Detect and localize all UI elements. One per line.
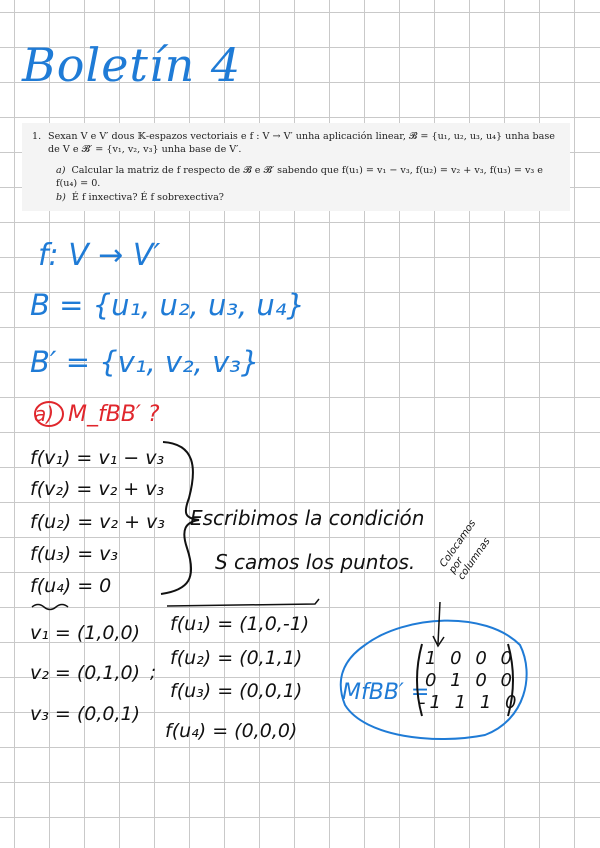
matrix-label: MfBB′ = [342, 680, 430, 705]
condition-1: f(v₁) = v₁ − v₃ [30, 447, 165, 469]
wavy-underline-icon [30, 601, 70, 613]
problem-text: Sexan V e V′ dous 𝕂-espazos vectoriais e f : V → V′ unha aplicación linear, 𝓑 = {u₁, u₂, u₃, u₄} unha base de V e 𝓑′ = {v₁, v₂, v₃} unha base de V′. [48, 131, 555, 155]
part-b-text: É f inxectiva? É f sobrexectiva? [71, 192, 224, 203]
problem-number: 1. [32, 131, 42, 142]
basis-b-prime: B′ = {v₁, v₂, v₃} [30, 345, 260, 379]
problem-statement [22, 123, 570, 211]
annotation-note: Colocamos por columnas [438, 518, 493, 582]
part-b-label: b) [56, 192, 66, 203]
coord-v1: v₁ = (1,0,0) [30, 622, 141, 644]
comment-line-1: Escribimos la condición [190, 506, 425, 530]
comment-line-2: S camos los puntos. [215, 550, 416, 574]
matrix-row-2: 0 1 0 0 [425, 670, 516, 691]
matrix-row-3: -1 1 1 0 [419, 692, 521, 713]
top-rule-icon [165, 597, 325, 609]
problem-part-a [56, 164, 556, 190]
problem-part-b [56, 191, 556, 204]
image-u4: f(u₄) = (0,0,0) [165, 720, 298, 742]
condition-2: f(v₂) = v₂ + v₃ [30, 478, 165, 500]
coord-v2: v₂ = (0,1,0) [30, 662, 141, 684]
map-definition: f: V → V′ [38, 238, 161, 273]
coord-v3: v₃ = (0,0,1) [30, 703, 141, 725]
arrow-down-icon [430, 600, 450, 650]
basis-b: B = {u₁, u₂, u₃, u₄} [30, 288, 305, 322]
matrix-row-1: 1 0 0 0 [425, 648, 516, 669]
part-a-text: Calcular la matriz de f respecto de 𝓑 e 𝓑′ sabendo que f(u₁) = v₁ − v₃, f(u₂) = v₂ + v₃, f(u₃) = v₃ e f(u₄) = 0. [56, 165, 543, 189]
condition-5: f(u₄) = 0 [30, 575, 112, 597]
condition-4: f(u₃) = v₃ [30, 543, 119, 565]
matrix-question: M_fBB′ ? [68, 402, 160, 427]
part-a-label: a) [56, 165, 66, 176]
image-u1: f(u₁) = (1,0,-1) [170, 613, 310, 635]
image-u2: f(u₂) = (0,1,1) [170, 647, 303, 669]
condition-3: f(u₂) = v₂ + v₃ [30, 511, 165, 533]
separator: ; [150, 662, 157, 683]
circle-marker-icon [32, 398, 66, 430]
part-a-label: a) [34, 402, 55, 426]
image-u3: f(u₃) = (0,0,1) [170, 680, 303, 702]
page-title: Boletín 4 [22, 38, 242, 92]
